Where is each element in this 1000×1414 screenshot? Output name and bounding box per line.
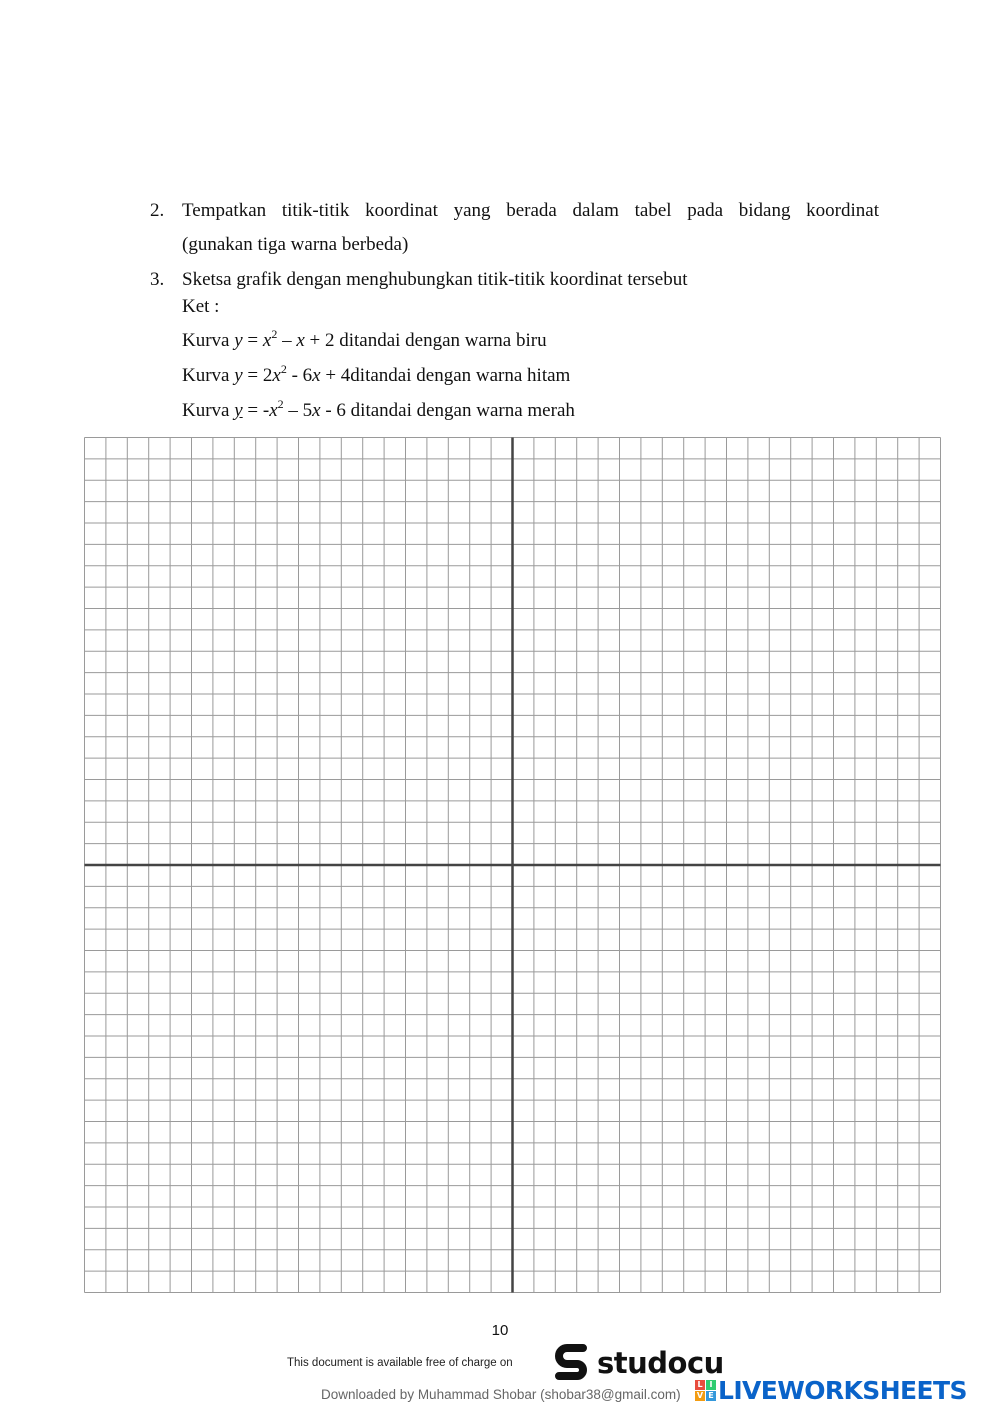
studocu-icon <box>553 1342 591 1384</box>
downloaded-by: Downloaded by Muhammad Shobar (shobar38@gmail.com) <box>321 1387 681 1402</box>
curve-y: y <box>234 400 243 421</box>
lw-tile: I <box>706 1380 716 1390</box>
curve-x: x <box>262 330 272 351</box>
curve-y: y <box>234 365 243 386</box>
curve-x: x <box>269 400 278 421</box>
curve-eq: = 2 <box>242 365 273 386</box>
ket-label: Ket : <box>182 296 220 317</box>
liveworksheets-icon <box>695 1380 716 1401</box>
liveworksheets-logo[interactable] <box>695 1376 967 1405</box>
curve-term: - 6 <box>286 365 313 386</box>
liveworksheets-wordmark: LIVEWORKSHEETS <box>718 1376 967 1405</box>
curve-description: - 6 ditandai dengan warna merah <box>320 400 575 421</box>
coordinate-grid[interactable] <box>84 437 941 1293</box>
curve-red <box>182 399 575 423</box>
curve-term: – <box>277 330 297 351</box>
curve-x-linear: x <box>296 330 305 351</box>
curve-eq: = - <box>242 400 270 421</box>
curve-exponent: 2 <box>280 362 287 376</box>
available-notice: This document is available free of charge on <box>287 1357 513 1369</box>
curve-word: Kurva <box>182 400 230 421</box>
lw-tile: L <box>695 1380 705 1390</box>
item-3-text: Sketsa grafik dengan menghubungkan titik-titik koordinat tersebut <box>182 269 688 290</box>
item-2-number: 2. <box>150 200 165 221</box>
curve-word: Kurva <box>182 365 230 386</box>
curve-term: – 5 <box>283 400 313 421</box>
curve-blue <box>182 329 547 353</box>
item-2-line1: Tempatkan titik-titik koordinat yang berada dalam tabel pada bidang koordinat <box>182 200 879 221</box>
curve-eq: = <box>242 330 263 351</box>
curve-x: x <box>272 365 281 386</box>
curve-black <box>182 364 570 388</box>
curve-exponent: 2 <box>277 397 284 411</box>
curve-description: + 2 ditandai dengan warna biru <box>304 330 547 351</box>
lw-tile: E <box>706 1391 716 1401</box>
curve-exponent: 2 <box>271 327 278 341</box>
lw-tile: V <box>696 1391 704 1400</box>
curve-x-linear: x <box>312 365 321 386</box>
page-number: 10 <box>491 1322 509 1339</box>
curve-word: Kurva <box>182 330 230 351</box>
item-2-line2: (gunakan tiga warna berbeda) <box>182 234 409 255</box>
curve-y: y <box>234 330 243 351</box>
curve-x-linear: x <box>312 400 321 421</box>
item-3-number: 3. <box>150 269 165 290</box>
studocu-wordmark: studocu <box>597 1346 724 1380</box>
curve-description: + 4ditandai dengan warna hitam <box>320 365 571 386</box>
